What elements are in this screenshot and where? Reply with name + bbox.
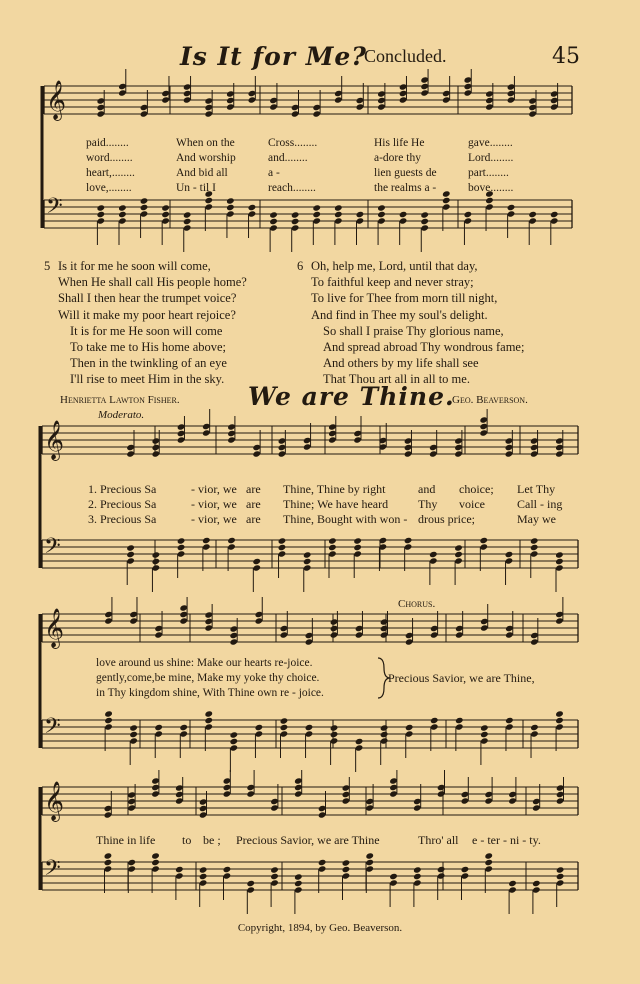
notehead (377, 204, 386, 211)
lyric-syllable: a-dore thy (374, 152, 421, 164)
notehead (479, 537, 488, 544)
verse-syllable: - vior, we (191, 482, 237, 496)
notehead (97, 211, 106, 218)
notehead (183, 211, 192, 218)
stanza-line: And others by my life shall see (323, 356, 479, 371)
lyric-syllable: Lord........ (468, 152, 514, 164)
lyric-syllable: His life He (374, 137, 425, 149)
verse-syllable: drous price; (418, 512, 475, 526)
notehead (126, 544, 135, 551)
notehead (318, 859, 327, 866)
chorus-syllable: Thro' all (418, 833, 459, 847)
notehead (303, 551, 312, 558)
notehead (429, 551, 438, 558)
stanza-line: Shall I then hear the trumpet voice? (58, 291, 237, 306)
verse-syllable: Thine, Bought with won - (283, 512, 408, 526)
notehead (204, 717, 213, 724)
notehead (154, 724, 163, 731)
verse-syllable: and (418, 482, 436, 496)
notehead (353, 537, 362, 544)
notehead (365, 852, 374, 859)
notehead (461, 866, 470, 873)
stanza-line: I'll rise to meet Him in the sky. (70, 372, 225, 387)
notehead (161, 211, 170, 218)
stanza-line: To live for Thee from morn till night, (311, 291, 498, 306)
stanza-number: 5 (44, 259, 51, 273)
lyric-syllable: lien guests de (374, 167, 437, 179)
notehead (556, 873, 565, 880)
bass-clef-icon: 𝄢 (44, 855, 61, 886)
stanza-line: Oh, help me, Lord, until that day, (311, 259, 478, 273)
verse-syllable: are (246, 497, 261, 511)
lyric-syllable: part........ (468, 167, 509, 179)
notehead (179, 724, 188, 731)
copyright-notice: Copyright, 1894, by Geo. Beaverson. (237, 922, 403, 934)
stanza-line: When He shall call His people home? (58, 275, 247, 290)
chorus-syllable: Thine in life (96, 833, 156, 847)
stanza-line: To take me to His home above; (70, 340, 227, 355)
lyric-syllable: heart,........ (86, 167, 135, 179)
stanza-number: 6 (297, 259, 304, 273)
notehead (437, 866, 446, 873)
notehead (140, 204, 149, 211)
notehead (353, 544, 362, 551)
stanza-line: And spread abroad Thy wondrous fame; (323, 340, 525, 355)
verse-syllable: choice; (459, 482, 494, 496)
notehead (365, 859, 374, 866)
notehead (555, 710, 564, 717)
notehead (550, 211, 559, 218)
verse-syllable: are (246, 482, 261, 496)
verse-line: in Thy kingdom shine, With Thine own re - joice. (96, 687, 324, 699)
notehead (334, 211, 343, 218)
notehead (530, 544, 539, 551)
notehead (248, 204, 257, 211)
notehead (507, 204, 516, 211)
stanza-line: Is it for me he soon will come, (58, 259, 211, 273)
notehead (270, 873, 279, 880)
stanza-line: To faithful keep and never stray; (311, 275, 474, 290)
lyric-syllable: reach........ (268, 182, 316, 194)
verse-syllable: 3. Precious Sa (88, 512, 157, 526)
notehead (312, 204, 321, 211)
bass-clef-icon: 𝄢 (44, 713, 61, 744)
lyric-syllable: And worship (176, 152, 236, 164)
notehead (328, 537, 337, 544)
notehead (223, 866, 232, 873)
notehead (334, 204, 343, 211)
notehead (278, 544, 287, 551)
page-number: 45 (552, 44, 580, 69)
notehead (485, 197, 494, 204)
lyric-syllable: bove........ (468, 182, 514, 194)
verse-syllable: 2. Precious Sa (88, 497, 157, 511)
notehead (555, 717, 564, 724)
notehead (405, 724, 414, 731)
hymn2-title: We are Thine. (248, 382, 455, 411)
notehead (161, 204, 170, 211)
notehead (199, 873, 208, 880)
verse-syllable: - vior, we (191, 497, 237, 511)
notehead (175, 866, 184, 873)
notehead (380, 731, 389, 738)
notehead (294, 880, 303, 887)
treble-clef-icon: 𝄞 (44, 608, 65, 649)
notehead (104, 852, 113, 859)
notehead (377, 211, 386, 218)
stanza-line: And find in Thee my soul's delight. (311, 307, 488, 322)
treble-clef-icon: 𝄞 (44, 420, 65, 461)
stanza-line: Will it make my poor heart rejoice? (58, 307, 236, 322)
chorus-label: Chorus. (398, 598, 436, 610)
notehead (204, 710, 213, 717)
notehead (389, 873, 398, 880)
notehead (152, 551, 161, 558)
notehead (505, 717, 514, 724)
notehead (555, 558, 564, 565)
notehead (555, 551, 564, 558)
notehead (464, 211, 473, 218)
notehead (413, 866, 422, 873)
lyricist-credit: Henrietta Lawton Fisher. (60, 394, 180, 406)
verse-syllable: are (246, 512, 261, 526)
verse-syllable: Thy (418, 497, 438, 511)
notehead (480, 731, 489, 738)
notehead (484, 852, 493, 859)
notehead (230, 738, 239, 745)
lyric-syllable: a - (268, 167, 280, 179)
notehead (202, 537, 211, 544)
notehead (505, 551, 514, 558)
chorus-syllable: to (182, 833, 192, 847)
lyric-syllable: Un - til I (176, 182, 216, 194)
notehead (556, 866, 565, 873)
notehead (129, 724, 138, 731)
notehead (255, 724, 264, 731)
chorus-syllable: e - ter - ni - ty. (472, 833, 541, 847)
notehead (294, 873, 303, 880)
notehead (269, 218, 278, 225)
verse-syllable: - vior, we (191, 512, 237, 526)
notehead (342, 859, 351, 866)
chorus-syllable: Precious Savior, we are Thine (236, 833, 380, 847)
lyric-syllable: And bid all (176, 167, 228, 179)
notehead (252, 558, 261, 565)
hymn-title: Is It for Me? (180, 42, 367, 71)
notehead (151, 852, 160, 859)
bass-clef-icon: 𝄢 (46, 193, 63, 224)
verse-syllable: Call - ing (517, 497, 563, 511)
notehead (455, 717, 464, 724)
treble-clef-icon: 𝄞 (46, 80, 67, 121)
stanza-line: That Thou art all in all to me. (323, 372, 470, 387)
notehead (97, 204, 106, 211)
notehead (291, 211, 300, 218)
notehead (104, 717, 113, 724)
notehead (330, 724, 339, 731)
notehead (118, 204, 127, 211)
notehead (442, 197, 451, 204)
lyric-syllable: Cross........ (268, 137, 318, 149)
tempo-marking: Moderato. (98, 409, 145, 421)
verse-syllable: Thine; We have heard (283, 497, 389, 511)
lyric-syllable: the realms a - (374, 182, 437, 194)
notehead (246, 880, 255, 887)
notehead (280, 724, 289, 731)
verse-syllable: Let Thy (517, 482, 556, 496)
notehead (183, 218, 192, 225)
notehead (312, 211, 321, 218)
notehead (227, 537, 236, 544)
hymn-subtitle: Concluded. (364, 46, 447, 66)
lyric-syllable: gave........ (468, 137, 513, 149)
notehead (226, 197, 235, 204)
notehead (480, 724, 489, 731)
stanza-line: So shall I praise Thy glorious name, (323, 323, 504, 338)
notehead (356, 211, 365, 218)
lyric-syllable: love,........ (86, 182, 132, 194)
notehead (528, 211, 537, 218)
stanza-line: It is for me He soon will come (70, 323, 223, 338)
notehead (127, 859, 136, 866)
verse-syllable: voice (459, 497, 485, 511)
notehead (230, 731, 239, 738)
notehead (280, 717, 289, 724)
lyric-syllable: and........ (268, 152, 308, 164)
notehead (140, 197, 149, 204)
notehead (291, 218, 300, 225)
notehead (126, 551, 135, 558)
notehead (532, 880, 541, 887)
notehead (152, 558, 161, 565)
notehead (413, 873, 422, 880)
notehead (404, 537, 413, 544)
notehead (420, 211, 429, 218)
treble-clef-icon: 𝄞 (44, 781, 65, 822)
notehead (104, 859, 113, 866)
lyric-syllable: When on the (176, 137, 235, 149)
lyric-syllable: paid........ (86, 137, 129, 149)
notehead (305, 724, 314, 731)
notehead (454, 544, 463, 551)
notehead (151, 859, 160, 866)
notehead (177, 544, 186, 551)
verse-syllable: 1. Precious Sa (88, 482, 157, 496)
bass-clef-icon: 𝄢 (44, 533, 61, 564)
notehead (330, 731, 339, 738)
notehead (508, 880, 517, 887)
notehead (199, 866, 208, 873)
notehead (278, 537, 287, 544)
notehead (380, 724, 389, 731)
notehead (399, 211, 408, 218)
lyric-syllable: word........ (86, 152, 133, 164)
verse-line: gently,come,be mine, Make my yoke thy choice. (96, 672, 320, 684)
verse-line: love around us shine: Make our hearts re-joice. (96, 657, 313, 669)
composer-credit: Geo. Beaverson. (452, 394, 528, 406)
notehead (226, 204, 235, 211)
notehead (129, 731, 138, 738)
notehead (303, 558, 312, 565)
notehead (530, 537, 539, 544)
notehead (104, 710, 113, 717)
notehead (118, 211, 127, 218)
notehead (484, 859, 493, 866)
verse-syllable: Thine, Thine by right (283, 482, 386, 496)
notehead (442, 190, 451, 197)
stanza-line: Then in the twinkling of an eye (70, 356, 227, 371)
notehead (342, 866, 351, 873)
notehead (177, 537, 186, 544)
notehead (454, 551, 463, 558)
notehead (328, 544, 337, 551)
notehead (420, 218, 429, 225)
notehead (270, 866, 279, 873)
notehead (530, 724, 539, 731)
verse-syllable: May we (517, 512, 556, 526)
notehead (430, 717, 439, 724)
notehead (355, 738, 364, 745)
chorus-line-1: Precious Savior, we are Thine, (388, 671, 535, 685)
chorus-syllable: be ; (203, 833, 221, 847)
notehead (269, 211, 278, 218)
notehead (204, 197, 213, 204)
